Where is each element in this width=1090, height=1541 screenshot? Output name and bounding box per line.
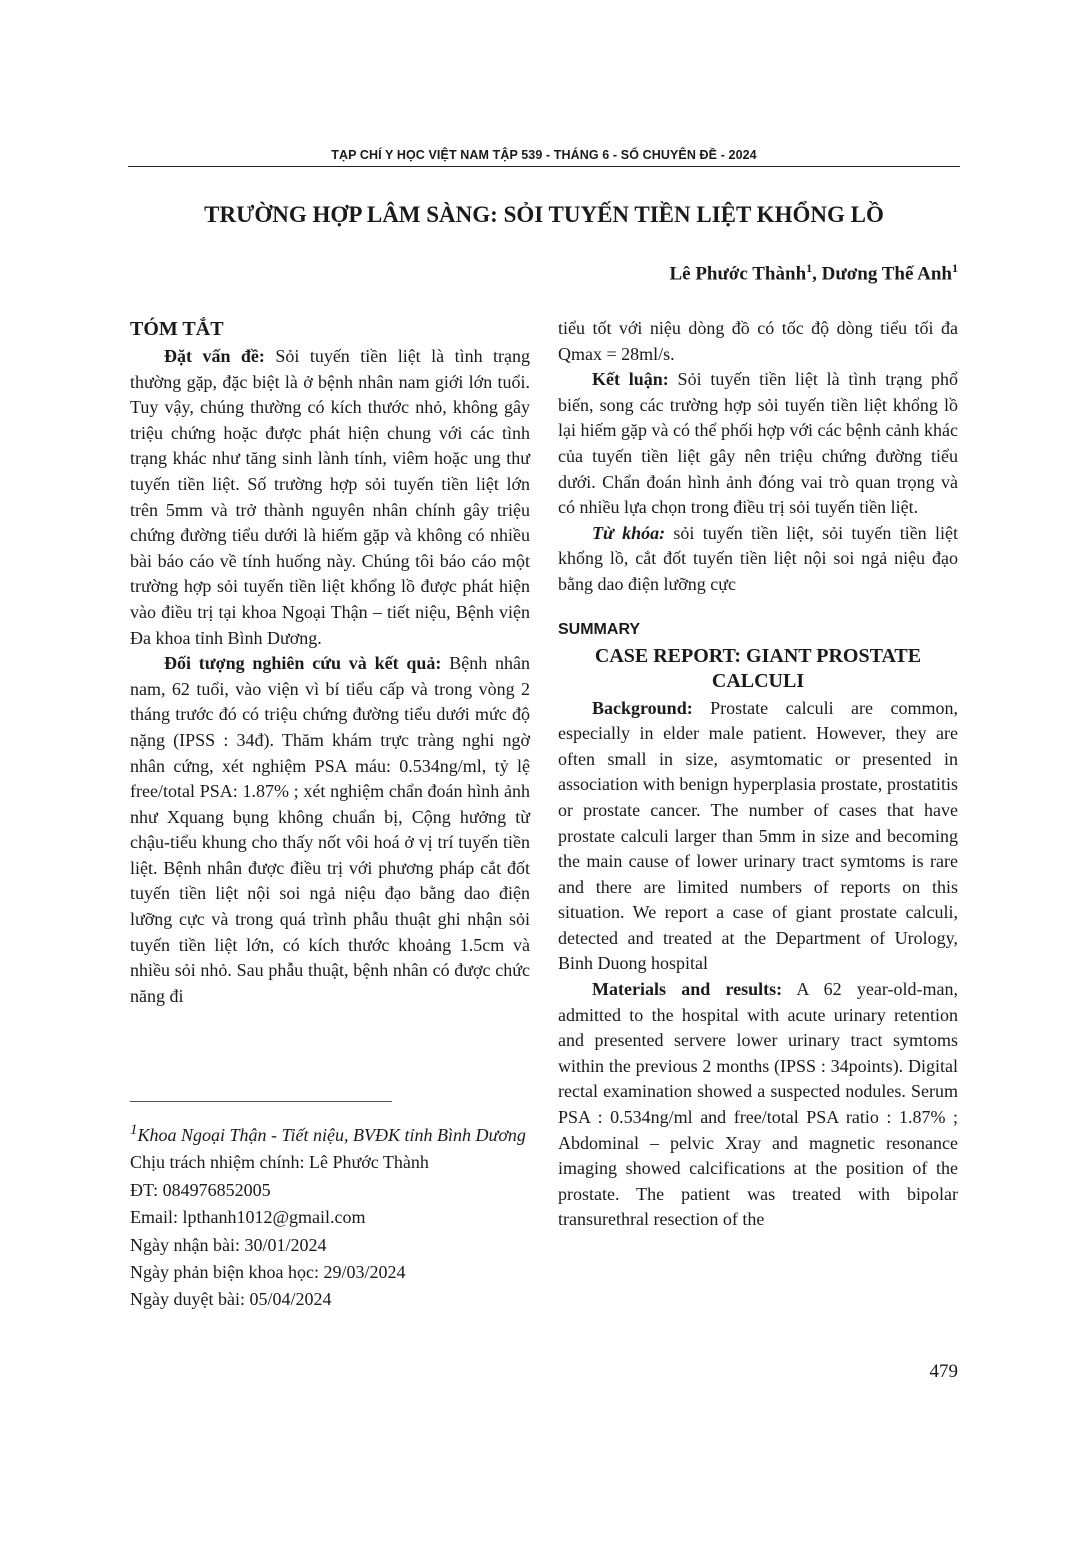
tomtat-methods-continued: tiểu tốt với niệu dòng đồ có tốc độ dòng tiểu tối đa Qmax = 28ml/s. <box>558 318 958 364</box>
article-title: TRƯỜNG HỢP LÂM SÀNG: SỎI TUYẾN TIỀN LIỆT KHỔNG LỒ <box>204 202 884 227</box>
author-1: Lê Phước Thành <box>669 263 807 285</box>
tomtat-background-label: Đặt vấn đề: <box>164 346 265 366</box>
author-separator: , <box>812 263 822 285</box>
header-rule <box>128 166 960 167</box>
author-1-affil: 1 <box>806 261 813 275</box>
tomtat-heading: TÓM TẮT <box>130 318 224 340</box>
summary-title: CASE REPORT: GIANT PROSTATE CALCULI <box>594 644 922 692</box>
tomtat-conclusion-text: Sỏi tuyến tiền liệt là tình trạng phổ biến, song các trường hợp sỏi tuyến tiền liệt khổng lồ lại hiếm gặp và có thể phối hợp với các bệnh cảnh khác của tuyến tiền liệt gây nên triệu chứng đường tiểu dưới. Chẩn đoán hình ảnh đóng vai trò quan trọng và có nhiều lựa chọn trong điều trị sỏi tuyến tiền liệt. <box>558 369 958 518</box>
tomtat-methods-paragraph <box>130 651 530 1009</box>
author-2: Dương Thế Anh <box>821 263 952 285</box>
phone: ĐT: 084976852005 <box>130 1179 271 1200</box>
affiliation-sup: 1 <box>130 1122 138 1138</box>
author-2-affil: 1 <box>952 261 958 275</box>
tomtat-methods-label: Đối tượng nghiên cứu và kết quả: <box>164 653 442 674</box>
authors <box>669 261 958 285</box>
email: Email: lpthanh1012@gmail.com <box>130 1207 366 1228</box>
summary-background-text: Prostate calculi are common, especially in elder male patient. However, they are often small in size, asymtomatic or presented in association with benign hyperplasia prostate, prostatitis or prostate cancer. The number of cases that have prostate calculi larger than 5mm in size and becoming the main cause of lower urinary tract symtoms is rare and there are limited numbers of reports on this situation. We report a case of giant prostate calculi, detected and treated at the Department of Urology, Binh Duong hospital <box>558 697 958 974</box>
tomtat-conclusion-paragraph <box>558 367 958 521</box>
affiliation-note <box>130 1117 530 1149</box>
tomtat-background-text: Sỏi tuyến tiền liệt là tình trạng thường gặp, đặc biệt là ở bệnh nhân nam giới lớn tuổi. Tuy vậy, chúng thường có kích thước nhỏ, không gây triệu chứng hoặc được phát hiện chung với các tình trạng khác như tăng sinh lành tính, viêm hoặc ung thư tuyến tiền liệt. Số trường hợp sỏi tuyến tiền liệt lớn trên 5mm và trở thành nguyên nhân chính gây triệu chứng đường tiểu dưới là hiếm gặp và không có nhiều bài báo cáo về tính huống này. Chúng tôi báo cáo một trường hợp sỏi tuyến tiền liệt khổng lồ được phát hiện vào điều trị tại khoa Ngoại Thận – tiết niệu, Bệnh viện Đa khoa tỉnh Bình Dương. <box>130 346 531 648</box>
page-number: 479 <box>929 1361 958 1382</box>
date-received: Ngày nhận bài: 30/01/2024 <box>130 1234 327 1255</box>
responsible-author: Chịu trách nhiệm chính: Lê Phước Thành <box>130 1152 429 1173</box>
keywords-text: sỏi tuyến tiền liệt, sỏi tuyến tiền liệt khổng lồ, cắt đốt tuyến tiền liệt nội soi ngả niệu đạo bằng dao điện lưỡng cực <box>558 522 958 594</box>
date-reviewed: Ngày phản biện khoa học: 29/03/2024 <box>130 1262 406 1283</box>
tomtat-conclusion-label: Kết luận: <box>592 369 669 390</box>
summary-background-paragraph <box>558 696 958 978</box>
left-column <box>130 316 530 1009</box>
summary-materials-text: A 62 year-old-man, admitted to the hospital with acute urinary retention and presented servere lower urinary tract symtoms within the previous 2 months (IPSS : 34points). Digital rectal examination showed a suspected nodules. Serum PSA : 0.534ng/ml and free/total PSA ratio : 1.87% ; Abdominal – pelvic Xray and magnetic resonance imaging showed calcifications at the position of the prostate. The patient was treated with bipolar transurethral resection of the <box>558 979 959 1230</box>
summary-materials-paragraph <box>558 977 958 1233</box>
date-accepted: Ngày duyệt bài: 05/04/2024 <box>130 1289 332 1310</box>
summary-background-label: Background: <box>592 697 693 718</box>
footnote-rule <box>130 1101 392 1102</box>
summary-heading: SUMMARY <box>558 620 641 638</box>
keywords-paragraph <box>558 521 958 598</box>
footnotes <box>130 1117 530 1314</box>
journal-header: TẠP CHÍ Y HỌC VIỆT NAM TẬP 539 - THÁNG 6 - SỐ CHUYÊN ĐỀ - 2024 <box>331 148 757 162</box>
affiliation-text: Khoa Ngoại Thận - Tiết niệu, BVĐK tỉnh Bình Dương <box>137 1125 526 1145</box>
tomtat-methods-text: Bệnh nhân nam, 62 tuổi, vào viện vì bí tiểu cấp và trong vòng 2 tháng trước đó có triệu chứng đường tiểu dưới mức độ nặng (IPSS : 34đ). Thăm khám trực tràng nghi ngờ nhân cứng, xét nghiệm PSA máu: 0.534ng/ml, tỷ lệ free/total PSA: 1.87% ; xét nghiệm chẩn đoán hình ảnh như Xquang bụng không chuẩn bị, Cộng hưởng từ chậu-tiểu khung cho thấy nốt vôi hoá ở vị trí tuyến tiền liệt. Bệnh nhân được điều trị với phương pháp cắt đốt tuyến tiền liệt nội soi ngả niệu đạo bằng dao điện lưỡng cực và trong quá trình phẫu thuật ghi nhận sỏi tuyến tiền liệt lớn, có kích thước khoảng 1.5cm và nhiều sỏi nhỏ. Sau phẫu thuật, bệnh nhân có được chức năng đi <box>130 653 531 1006</box>
tomtat-background-paragraph <box>130 344 530 651</box>
summary-materials-label: Materials and results: <box>592 979 783 1000</box>
keywords-label: Từ khóa: <box>592 522 666 543</box>
right-column <box>558 316 958 1233</box>
